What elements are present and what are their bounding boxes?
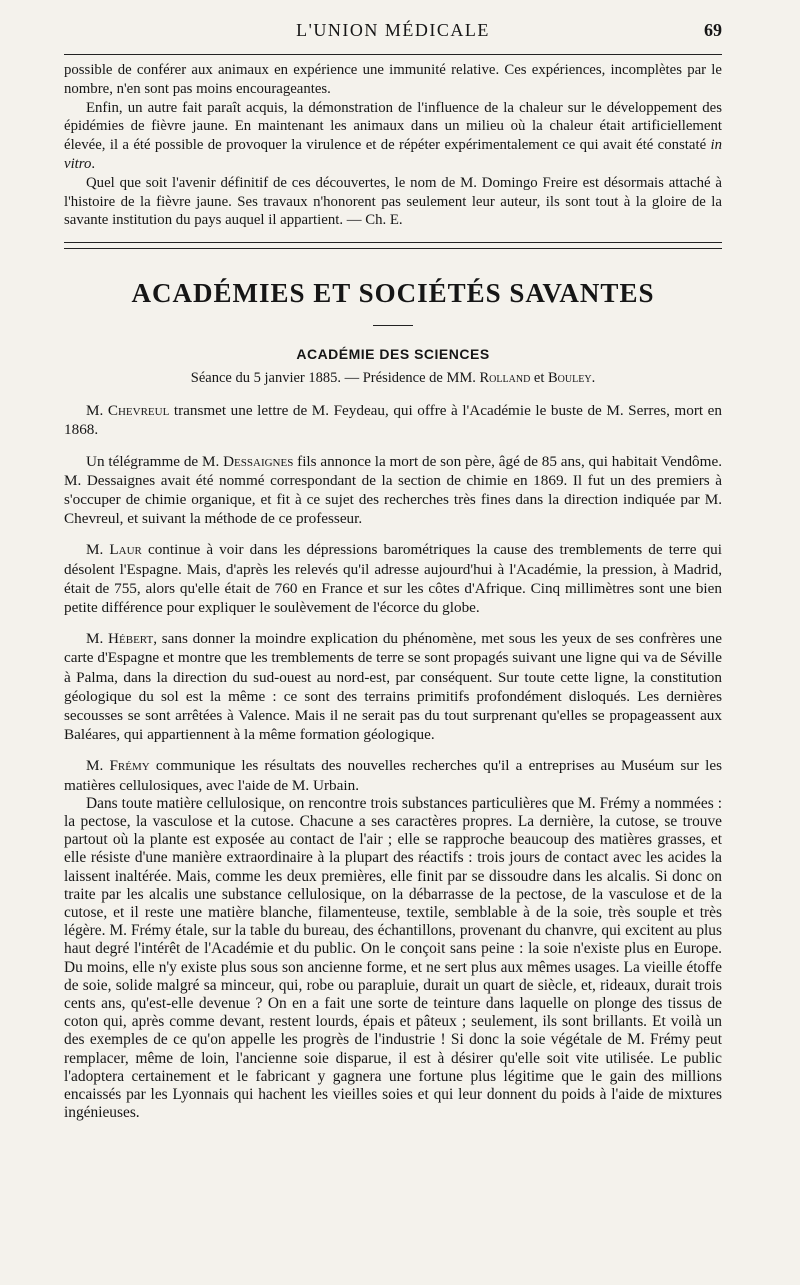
president-name: Bouley <box>548 370 592 387</box>
paragraph-text: Enfin, un autre fait paraît acquis, la démonstration de l'influence de la chaleur sur le développement des épidémies de fièvre jaune. En maintenant les animaux dans un milieu où la chaleur était artificiellement élevée, il a été possible de provoquer la virulence et de répéter expérimentalement ce qui avait été constaté <box>64 99 722 154</box>
session-text: Séance du 5 janvier 1885. — Présidence de MM. <box>190 370 480 387</box>
title-rule <box>373 325 413 326</box>
header-rule <box>64 54 722 55</box>
running-head <box>64 20 722 50</box>
paragraph: Quel que soit l'avenir définitif de ces découvertes, le nom de M. Domingo Freire est désormais attaché à l'histoire de la fièvre jaune. Ses travaux n'honorent pas seulement leur auteur, ils sont tout à la gloire de la savante institution du pays auquel il appartient. — Ch. E. <box>64 174 722 229</box>
paragraph <box>64 452 722 529</box>
member-name: Frémy <box>109 757 150 775</box>
paragraph: possible de conférer aux animaux en expérience une immunité relative. Ces expériences, incomplètes par le nombre, n'en sont pas moins encourageantes. <box>64 62 722 97</box>
journal-title: L'UNION MÉDICALE <box>296 20 490 40</box>
paragraph-text: , sans donner la moindre explication du phénomène, met sous les yeux de ses confrères une carte d'Espagne et montre que les tremblements de terre se sont propagés suivant une ligne qui va de Séville à Palma, dans la direction du sud-ouest au nord-est, par conséquent. Sur toute cette ligne, la constitution géologique du sol est la même : ce sont des terrains primitifs profondément disloqués. Les dernières secousses se sont arrêtées à Valence. Mais il ne serait pas du tout surprenant qu'elles se propageassent aux Baléares, qui appartiennent à la même formation géologique. <box>64 630 722 744</box>
paragraph-text: Un télégramme de M. <box>86 452 224 470</box>
session-line <box>64 370 722 387</box>
paragraph-text: M. <box>86 630 109 648</box>
member-name: Hébert <box>108 630 154 648</box>
page-number: 69 <box>704 20 722 40</box>
session-text: et <box>530 370 549 387</box>
paragraph-text: continue à voir dans les dépressions barométriques la cause des tremblements de terre qui désolent l'Espagne. Mais, d'après les relevés qu'il adresse aujourd'hui à l'Académie, la pression, à Madrid, était de 755, alors qu'elle était de 760 en France et sur les côtes d'Afrique. Cinq millimètres sont une bien petite différence pour expliquer le soulèvement de l'écorce du globe. <box>64 541 722 616</box>
subsection-title: ACADÉMIE DES SCIENCES <box>296 346 490 363</box>
section-title: ACADÉMIES ET SOCIÉTÉS SAVANTES <box>131 278 655 309</box>
president-name: Rolland <box>479 370 531 387</box>
section-divider <box>64 242 722 249</box>
paragraph-text: M. <box>86 402 108 420</box>
session-text: . <box>591 370 596 387</box>
paragraph-text: M. <box>86 757 110 775</box>
member-name: Dessaignes <box>223 452 294 470</box>
article-ending <box>64 61 722 230</box>
paragraph: Dans toute matière cellulosique, on rencontre trois substances particulières que M. Frémy a nommées : la pectose, la vasculose et la cutose. Chacune a ses caractères propres. La dernière, la cutose, se trouve partout où la plante est exposée au contact de l'air ; elle se rapproche beaucoup des matières grasses, et elle résiste d'une manière extraordinaire à la plupart des réactifs : trois jours de contact avec les acides la laissent inaltérée. Mais, comme les deux premières, elle finit par se dissoudre dans les alcalis. Si donc on traite par les alcalis une substance cellulosique, on la débarrasse de la pectose, de la vasculose et de la cutose, et il reste une matière blanche, filamenteuse, textile, semblable à de la soie, très souple et très légère. M. Frémy étale, sur la table du bureau, des échantillons, provenant du chanvre, qui excitent au plus haut degré l'intérêt de l'Académie et du public. On le conçoit sans peine : la soie n'existe plus en Europe. Du moins, elle n'y existe plus sous son ancienne forme, et ne sert plus aux mêmes usages. La vieille étoffe de soie, solide malgré sa minceur, qui, robe ou parapluie, durait un quart de siècle, et, rideaux, durait trois cents ans, qu'est-elle devenue ? On en a fait une sorte de teinture dans laquelle on plonge des tissus de coton qui, après comme devant, restent lourds, épais et pâteux ; seulement, ils sont brillants. Et voilà un des exemples de ce qu'on appelle les progrès de l'industrie ! Si donc la soie végétale de M. Frémy peut remplacer, même de loin, l'ancienne soie disparue, il est à désirer qu'elle soit vite utilisée. Le public l'adoptera certainement et le fabricant y gagnera une fortune plus légitime que le gain des millions encaissés par les Lyonnais qui hachent les vieilles soies et qui leur donnent du poids à l'aide de mixtures ingénieuses. <box>64 794 722 1122</box>
paragraph-text: M. <box>86 541 110 559</box>
paragraph <box>64 756 722 794</box>
member-name: Laur <box>109 541 142 559</box>
paragraph: Enfin, un autre fait paraît acquis, la démonstration de l'influence de la chaleur sur le développement des épidémies de fièvre jaune. En maintenant les animaux dans un milieu où la chaleur était artificiellement élevée, il a été possible de provoquer la virulence et de répéter expérimentalement ce qui avait été constaté in vitro. <box>64 99 722 172</box>
paragraph <box>64 401 722 439</box>
paragraph-text: communique les résultats des nouvelles recherches qu'il a entreprises au Muséum sur les matières cellulosiques, avec l'aide de M. Urbain. <box>64 757 722 794</box>
session-report <box>64 401 722 1122</box>
paragraph-text: fils annonce la mort de son père, âgé de 85 ans, qui habitait Vendôme. M. Dessaignes avait été nommé correspondant de la section de chimie en 1869. Il fut un des premiers à s'occuper de chimie organique, et fit à ce sujet des recherches très fines dans la direction indiquée par M. Chevreul, et suivant la méthode de ce professeur. <box>64 452 722 528</box>
member-name: Chevreul <box>107 402 170 420</box>
paragraph <box>64 629 722 744</box>
latin-term: in vitro <box>64 137 722 172</box>
paragraph-text: transmet une lettre de M. Feydeau, qui offre à l'Académie le buste de M. Serres, mort en 1868. <box>64 402 722 439</box>
paragraph <box>64 540 722 617</box>
